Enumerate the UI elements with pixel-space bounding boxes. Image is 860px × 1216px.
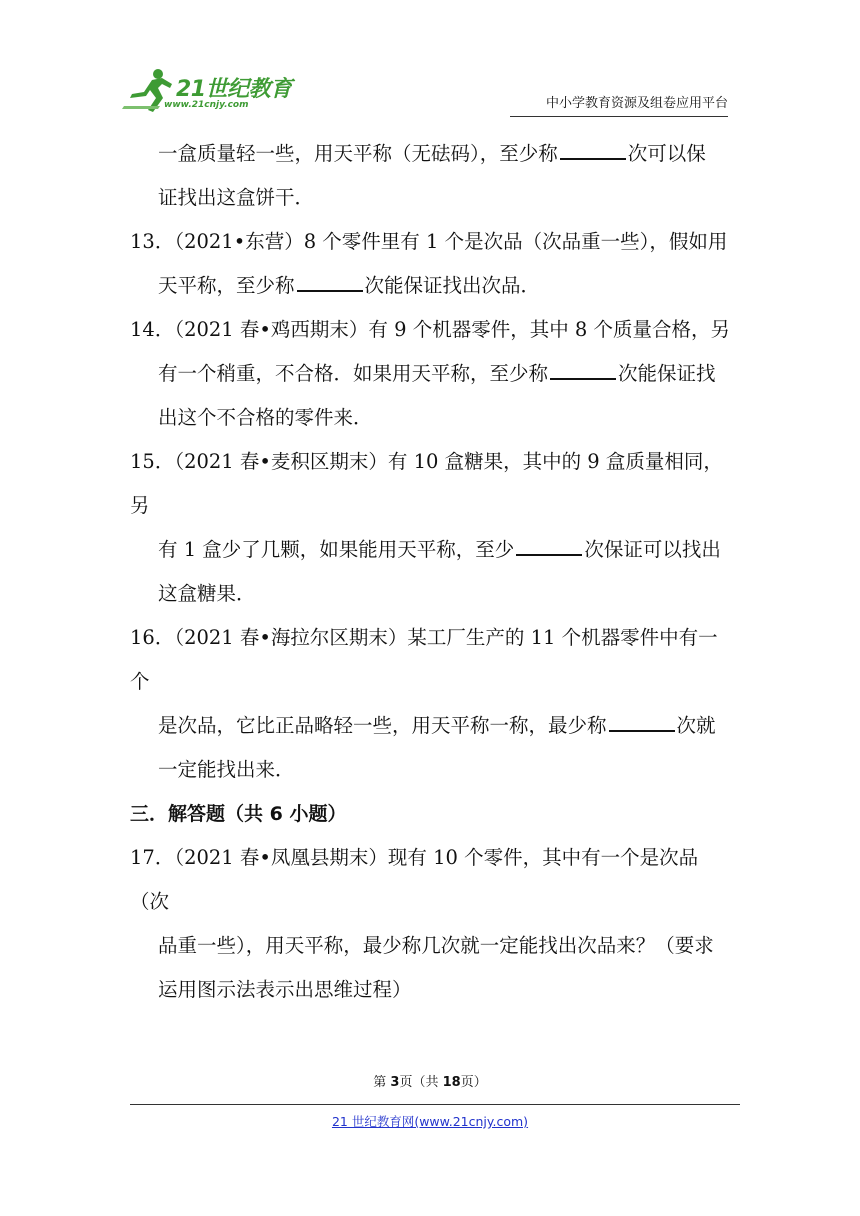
section-title-text: 三．解答题（共 6 小题） — [130, 803, 347, 825]
question-text: 次就 — [676, 714, 716, 737]
page-current: 3 — [390, 1075, 400, 1090]
question-text: 14．（2021 春•鸡西期末）有 9 个机器零件，其中 8 个质量合格，另 — [130, 318, 730, 341]
question-line — [130, 396, 730, 440]
question-text: 有一个稍重，不合格．如果用天平称，至少称 — [158, 362, 549, 385]
question-text: 次能保证找出次品． — [364, 274, 541, 297]
question-text: 这盒糖果． — [158, 582, 256, 605]
question-line — [130, 220, 730, 264]
question-17 — [130, 836, 730, 1012]
question-text: 一定能找出来． — [158, 758, 295, 781]
question-line — [130, 748, 730, 792]
question-line — [130, 704, 730, 748]
logo — [122, 66, 297, 116]
question-text: 15．（2021 春•麦积区期末）有 10 盒糖果，其中的 9 盒质量相同，另 — [130, 450, 723, 517]
question-text: 出这个不合格的零件来． — [158, 406, 373, 429]
question-text: 次保证可以找出 — [584, 538, 721, 561]
question-line — [130, 352, 730, 396]
section-title — [130, 792, 730, 836]
page-total: 18 — [442, 1075, 461, 1090]
fill-in-questions — [130, 132, 730, 792]
page-suffix: 页） — [460, 1075, 487, 1090]
question-text: 天平称，至少称 — [158, 274, 295, 297]
page-number — [0, 1071, 860, 1090]
question-17-line: 17．（2021 春•凤凰县期末）现有 10 个零件，其中有一个是次品（次 — [130, 846, 699, 913]
question-text: 一盒质量轻一些，用天平称（无砝码），至少称 — [158, 142, 558, 165]
answer-blank[interactable] — [297, 270, 363, 292]
question-line — [130, 572, 730, 616]
question-17-line: 品重一些），用天平称，最少称几次就一定能找出次品来？（要求 — [158, 934, 714, 957]
answer-blank[interactable] — [560, 138, 626, 160]
question-line — [130, 528, 730, 572]
question-line — [130, 308, 730, 352]
question-text: 是次品，它比正品略轻一些，用天平称一称，最少称 — [158, 714, 607, 737]
page-header — [0, 0, 860, 130]
question-line — [130, 132, 730, 176]
question-text: 次可以保 — [627, 142, 706, 165]
header-tagline: 中小学教育资源及组卷应用平台 — [510, 94, 728, 117]
question-text: 有 1 盒少了几颗，如果能用天平称，至少 — [158, 538, 515, 561]
page-mid: 页（共 — [399, 1075, 443, 1090]
answer-blank[interactable] — [550, 358, 616, 380]
question-line — [130, 264, 730, 308]
question-text: 证找出这盒饼干． — [158, 186, 315, 209]
questions-content — [130, 132, 730, 1012]
page-prefix: 第 — [373, 1075, 391, 1090]
footer-link[interactable]: 21 世纪教育网(www.21cnjy.com) — [331, 1114, 529, 1129]
question-line — [130, 176, 730, 220]
answer-blank[interactable] — [516, 534, 582, 556]
question-line — [130, 440, 730, 528]
logo-text: 21世纪教育 — [176, 77, 292, 102]
question-line — [130, 616, 730, 704]
logo-url: www.21cnjy.com — [164, 100, 249, 110]
question-17-line: 运用图示法表示出思维过程） — [158, 978, 412, 1001]
footer-divider — [130, 1104, 740, 1105]
question-text: 次能保证找 — [618, 362, 716, 385]
answer-blank[interactable] — [609, 710, 675, 732]
question-text: 16．（2021 春•海拉尔区期末）某工厂生产的 11 个机器零件中有一个 — [130, 626, 718, 693]
question-text: 13．（2021•东营）8 个零件里有 1 个是次品（次品重一些），假如用 — [130, 230, 728, 253]
